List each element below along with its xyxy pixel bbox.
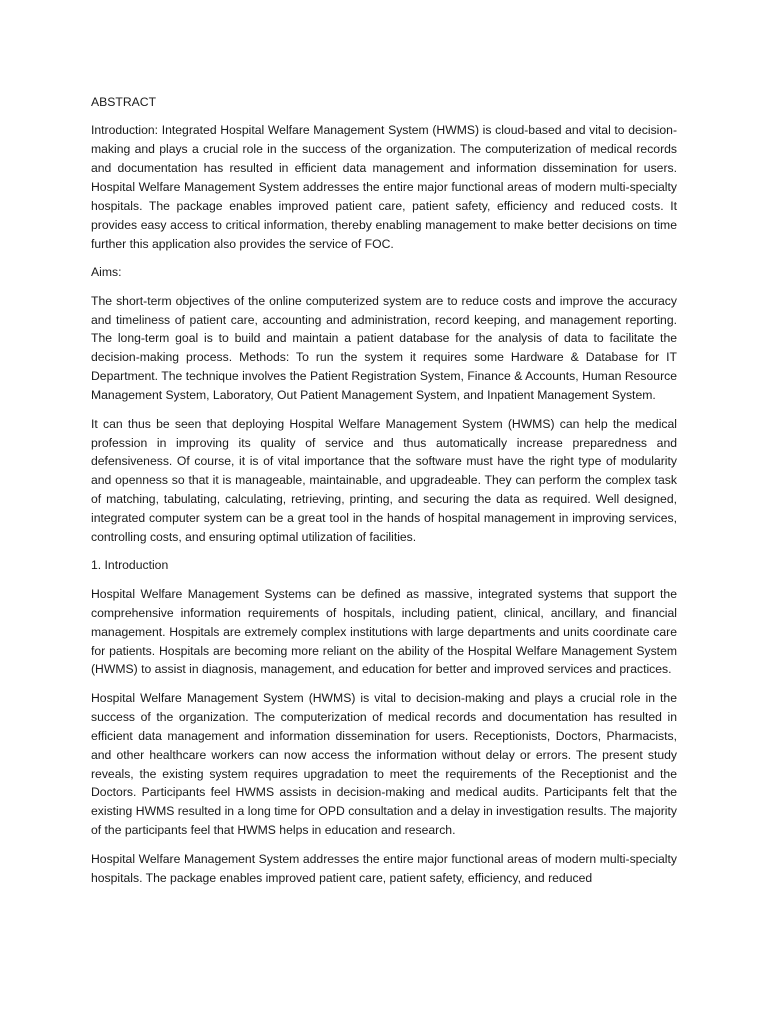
abstract-introduction-paragraph: Introduction: Integrated Hospital Welfare Management System (HWMS) is cloud-based and vital to decision-making and plays a crucial role in the success of the organization. The computerization of medical records and documentation has resulted in efficient data management and information dissemination for users. Hospital Welfare Management System addresses the entire major functional areas of modern multi-specialty hospitals. The package enables improved patient care, patient safety, efficiency and reduced costs. It provides easy access to critical information, thereby enabling management to make better decisions on time further this application also provides the service of FOC. [91, 123, 677, 251]
section-introduction-paragraph-3: Hospital Welfare Management System addresses the entire major functional areas of modern multi-specialty hospitals. The package enables improved patient care, patient safety, efficiency, and reduced [91, 851, 677, 885]
aims-paragraph: The short-term objectives of the online computerized system are to reduce costs and improve the accuracy and timeliness of patient care, accounting and administration, record keeping, and management reporting. The long-term goal is to build and maintain a patient database for the analysis of data to facilitate the decision-making process. Methods: To run the system it requires some Hardware & Database for IT Department. The technique involves the Patient Registration System, Finance & Accounts, Human Resource Management System, Laboratory, Out Patient Management System, and Inpatient Management System. [91, 293, 677, 403]
aims-heading: Aims: [91, 265, 122, 280]
section-introduction-paragraph-2: Hospital Welfare Management System (HWMS) is vital to decision-making and plays a crucial role in the success of the organization. The computerization of medical records and documentation has resulted in efficient data management and information dissemination for users. Receptionists, Doctors, Pharmacists, and other healthcare workers can now access the information without delay or errors. The present study reveals, the existing system requires upgradation to meet the requirements of the Receptionist and the Doctors. Participants feel HWMS assists in decision-making and medical audits. Participants felt that the existing HWMS resulted in a long time for OPD consultation and a delay in investigation results. The majority of the participants feel that HWMS helps in education and research. [91, 690, 677, 838]
abstract-heading: ABSTRACT [91, 95, 157, 109]
section-introduction-heading: 1. Introduction [91, 558, 169, 573]
document-page [91, 93, 677, 897]
section-introduction-paragraph-1: Hospital Welfare Management Systems can be defined as massive, integrated systems that support the comprehensive information requirements of hospitals, including patient, clinical, ancillary, and financial management. Hospitals are extremely complex institutions with large departments and units coordinate care for patients. Hospitals are becoming more reliant on the ability of the Hospital Welfare Management System (HWMS) to assist in diagnosis, management, and education for better and improved services and practices. [91, 586, 677, 677]
conclusion-paragraph: It can thus be seen that deploying Hospital Welfare Management System (HWMS) can help the medical profession in improving its quality of service and thus automatically increase preparedness and defensiveness. Of course, it is of vital importance that the software must have the right type of modularity and openness so that it is manageable, maintainable, and upgradeable. They can perform the complex task of matching, tabulating, calculating, retrieving, printing, and securing the data as required. Well designed, integrated computer system can be a great tool in the hands of hospital management in improving services, controlling costs, and ensuring optimal utilization of facilities. [91, 416, 677, 545]
